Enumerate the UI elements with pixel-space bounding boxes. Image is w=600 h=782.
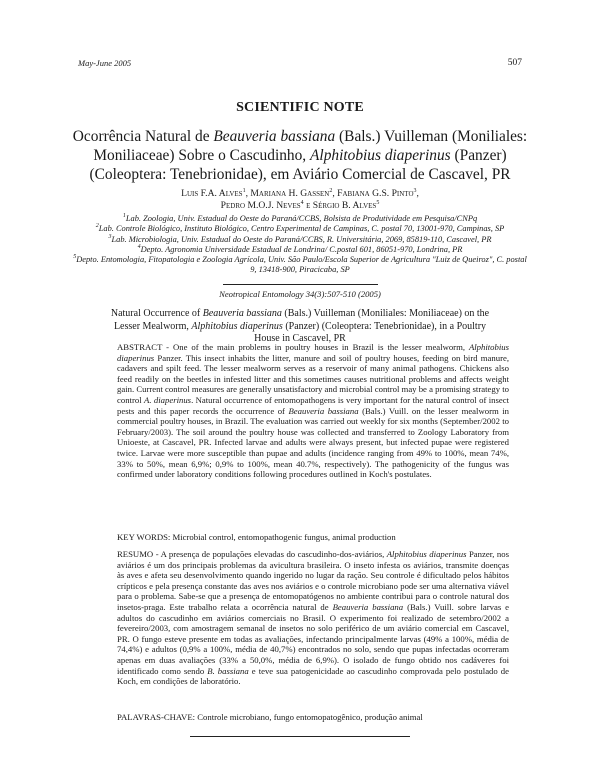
resumo: RESUMO - A presença de populações elevadas do cascudinho-dos-aviários, Alphitobius diaperinus Panzer, nos aviários é um dos principais problemas da avicultura brasileira. O inseto infesta os aviários, transmite doenças às aves e afeta seu desenvolvimento quando ingerido no lugar da ração. Seu controle é dificultado pelos hábitos crípticos e pela presença constante das aves nos aviários e o controle microbiano pode ser uma alternativa viável para o problema. Sabe-se que a presença de entomopatógenos no ambiente contribui para o controle natural dos insetos-praga. Este trabalho relata a ocorrência natural de Beauveria bassiana (Bals.) Vuill. sobre larvas e adultos do cascudinho em aviários comerciais no Brasil. O experimento foi realizado de setembro/2002 a fevereiro/2003, com amostragem semanal de insetos no solo periférico de um aviário comercial em Cascavel, PR. O fungo esteve presente em todas as avaliações, infectando principalmente larvas (49% a 100%, média de 74,4%) e adultos (0,9% a 100%, média de 40,7%) encontrados no solo, sendo que pupas infectadas ocorreram apenas em duas avaliações (33% a 50,0%, média de 6,9%). O isolado de fungo obtido nos cadáveres foi identificado como sendo B. bassiana e teve sua patogenicidade ao cascudinho comprovada pelo postulado de Koch, em condições de laboratório. (117, 549, 510, 687)
affiliation-line: $^3$Lab. Microbiologia, Univ. Estadual do Oeste do Paraná/CCBS, R. Universitária, 2069, 85819-110, Cascavel, PR (108, 233, 492, 244)
palavras-chave: PALAVRAS-CHAVE: Controle microbiano, fungo entomopatogênico, produção animal (117, 712, 423, 722)
english-title: Natural Occurrence of Beauveria bassiana (Bals.) Vuilleman (Moniliales: Moniliaceae) on the Lesser Mealworm, Alphitobius diaperinus (Panzer) (Coleoptera: Tenebrionidae), in a Poultry House in Cascavel, PR (110, 308, 490, 344)
divider (190, 736, 410, 737)
affiliation-line: $^5$Depto. Entomologia, Fitopatologia e Zoologia Agrícola, Univ. São Paulo/Escola Superior de Agricultura "Luiz de Queiroz", C. postal 9, 13418-900, Piracicaba, SP (73, 254, 527, 275)
author-list: Luis F.A. Alves$^1$, Mariana H. Gassen$^2$, Fabiana G.S. Pinto$^3$, Pedro M.O.J. Neves$^4$ e Sérgio B. Alves$^5$ (181, 187, 419, 211)
author-name: Luis F.A. Alves (181, 188, 243, 199)
article-title: Ocorrência Natural de Beauveria bassiana (Bals.) Vuilleman (Moniliales: Moniliaceae) Sobre o Cascudinho, Alphitobius diaperinus (Panzer) (Coleoptera: Tenebrionidae), em Aviário Comercial de Cascavel, PR (72, 128, 528, 183)
author-name: Fabiana G.S. Pinto (337, 188, 414, 199)
affiliations (70, 214, 530, 276)
running-header-issue: May-June 2005 (78, 58, 132, 68)
article-type: SCIENTIFIC NOTE (236, 100, 364, 115)
author-name: Pedro M.O.J. Neves (220, 200, 301, 211)
author-name: Sérgio B. Alves (312, 200, 377, 211)
divider (223, 284, 378, 285)
affiliation-line: $^2$Lab. Controle Biológico, Instituto Biológico, Centro Experimental de Campinas, C. postal 70, 13001-970, Campinas, SP (95, 223, 505, 234)
author-name: Mariana H. Gassen (250, 188, 330, 199)
page-number: 507 (507, 58, 522, 68)
abstract: ABSTRACT - One of the main problems in poultry houses in Brazil is the lesser mealworm, Alphitobius diaperinus Panzer. This insect inhabits the litter, manure and soil of poultry houses, feeding on bird manure, cadavers and spilt feed. The lesser mealworm serves as a reservoir of many animal pathogens. Chickens also feed readily on the beetles in infested litter and this sometimes causes nutritional problems and affects weight gain. Current control measures are generally unsatisfactory and microbial control may be a promising strategy to control A. diaperinus. Natural occurrence of entomopathogens is very important for the natural control of insect pests and this paper records the occurrence of Beauveria bassiana (Bals.) Vuill. on the lesser mealworm in commercial poultry houses, in Brazil. The evaluation was carried out weekly for six months (September/2002 to February/2003). The soil around the poultry house was collected and transferred to Zoology Laboratory from Unioeste, at Cascavel, PR. Infected larvae and adults were always present, but infected pupae were registered twice. Larvae were more susceptible than pupae and adults (incidence ranging from 49% to 100%, mean 74%, 33% to 50%, mean 6,9%; 0,9% to 100%, mean 40.7%, respectively). The pathogenicity of the fungus was confirmed under laboratory conditions following procedures outlined in Koch's postulates. (117, 342, 510, 480)
affiliation-line: $^4$Depto. Agronomia Universidade Estadual de Londrina/ C.postal 601, 86051-970, Londrina, PR (137, 244, 463, 254)
affiliation-line: $^1$Lab. Zoologia, Univ. Estadual do Oeste do Paraná/CCBS, Bolsista de Produtividade em Pesquisa/CNPq (122, 213, 478, 223)
journal-citation: Neotropical Entomology 34(3):507-510 (2005) (219, 289, 381, 299)
keywords: KEY WORDS: Microbial control, entomopathogenic fungus, animal production (117, 532, 396, 542)
